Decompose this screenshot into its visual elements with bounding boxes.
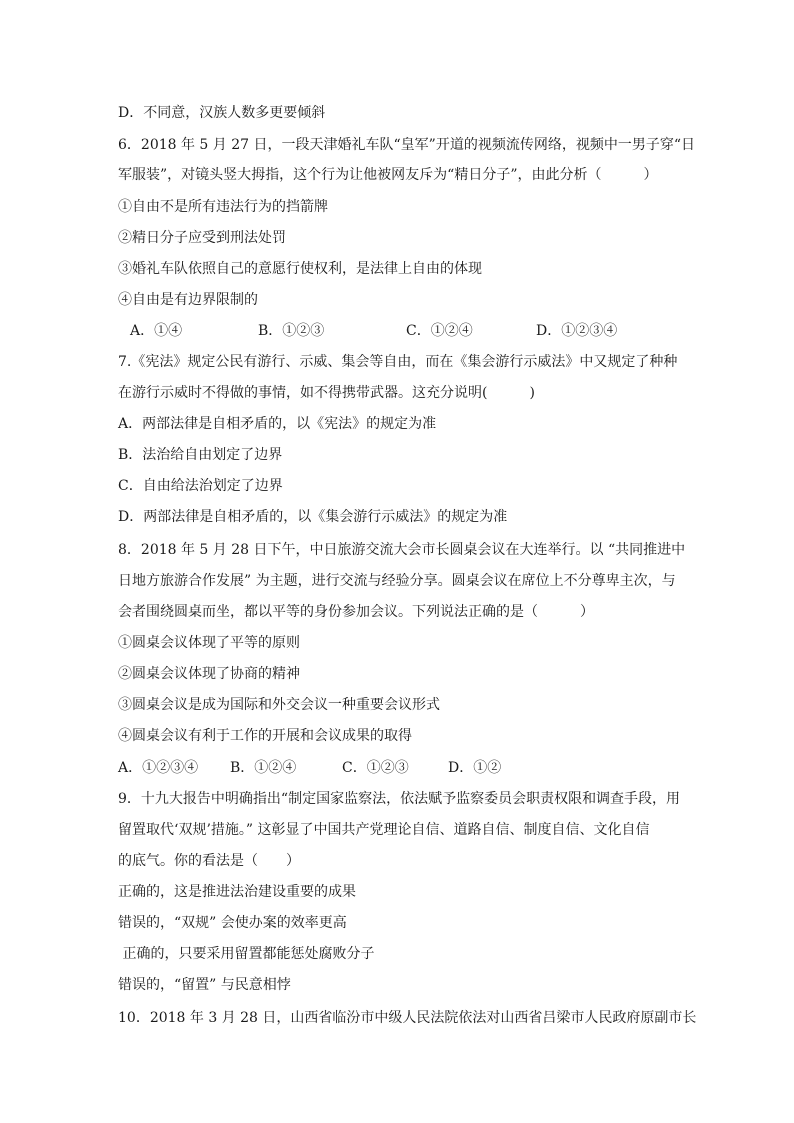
q6-option-a: A．①④ [130,323,183,339]
q7-option-c: C．自由给法治划定了边界 [118,478,283,494]
q8-option-a: A．①②③④ [118,760,199,776]
q9-stem-line2: 留置取代‘双规’措施。” 这彰显了中国共产党理论自信、道路自信、制度自信、文化自信 [118,822,650,838]
q8-option-c: C．①②③ [342,760,409,776]
q8-stem-line3: 会者围绕圆桌而坐，都以平等的身份参加会议。下列说法正确的是（ ） [118,604,594,620]
q10-stem-line1: 10．2018 年 3 月 28 日，山西省临汾市中级人民法院依法对山西省吕梁市人民政府原副市长 [118,1010,697,1026]
q6-option-c: C．①②④ [406,323,473,339]
q7-option-d: D．两部法律是自相矛盾的，以《集会游行示威法》的规定为准 [118,509,508,525]
q8-statement-2: ②圆桌会议体现了协商的精神 [118,666,300,682]
q6-option-d: D．①②③④ [536,323,618,339]
q8-stem-line1: 8．2018 年 5 月 28 日下午，中日旅游交流大会市长圆桌会议在大连举行。以 “共同推进中 [118,542,686,558]
q6-statement-1: ①自由不是所有违法行为的挡箭牌 [118,199,328,215]
q7-option-a: A．两部法律是自相矛盾的，以《宪法》的规定为准 [118,416,437,432]
q8-statement-3: ③圆桌会议是成为国际和外交会议一种重要会议形式 [118,697,440,713]
q9-stem-line3: 的底气。你的看法是（ ） [118,853,300,869]
q7-stem-line1: 7.《宪法》规定公民有游行、示威、集会等自由，而在《集会游行示威法》中又规定了种种 [118,354,678,370]
q8-option-b: B．①②④ [230,760,297,776]
q7-option-b: B．法治给自由划定了边界 [118,447,283,463]
q8-option-d: D．①② [448,760,502,776]
q9-stem-line1: 9．十九大报告中明确指出“制定国家监察法，依法赋予监察委员会职责权限和调查手段，用 [118,791,681,807]
q7-stem-line2: 在游行示威时不得做的事情，如不得携带武器。这充分说明( ) [118,385,535,401]
q5-option-d: D．不同意，汉族人数多更要倾斜 [118,105,326,121]
q6-stem-line2: 军服装”，对镜头竖大拇指，这个行为让他被网友斥为“精日分子”，由此分析（ ） [118,167,658,183]
q9-option-2: 错误的，“双规” 会使办案的效率更高 [118,915,347,931]
q6-statement-3: ③婚礼车队依照自己的意愿行使权利，是法律上自由的体现 [118,261,482,277]
q6-stem-line1: 6．2018 年 5 月 27 日，一段天津婚礼车队“皇军”开道的视频流传网络，视频中一男子穿“日 [118,137,695,153]
q9-option-1: 正确的，这是推进法治建设重要的成果 [118,884,356,900]
q8-stem-line2: 日地方旅游合作发展” 为主题，进行交流与经验分享。圆桌会议在席位上不分尊卑主次，与 [118,573,676,589]
q6-option-b: B．①②③ [258,323,325,339]
q9-option-3: 正确的，只要采用留置都能惩处腐败分子 [118,946,375,962]
q8-statement-1: ①圆桌会议体现了平等的原则 [118,635,300,651]
q9-option-4: 错误的，“留置” 与民意相悖 [118,977,291,993]
q8-statement-4: ④圆桌会议有利于工作的开展和会议成果的取得 [118,728,412,744]
q6-statement-4: ④自由是有边界限制的 [118,292,258,308]
q6-statement-2: ②精日分子应受到刑法处罚 [118,230,286,246]
